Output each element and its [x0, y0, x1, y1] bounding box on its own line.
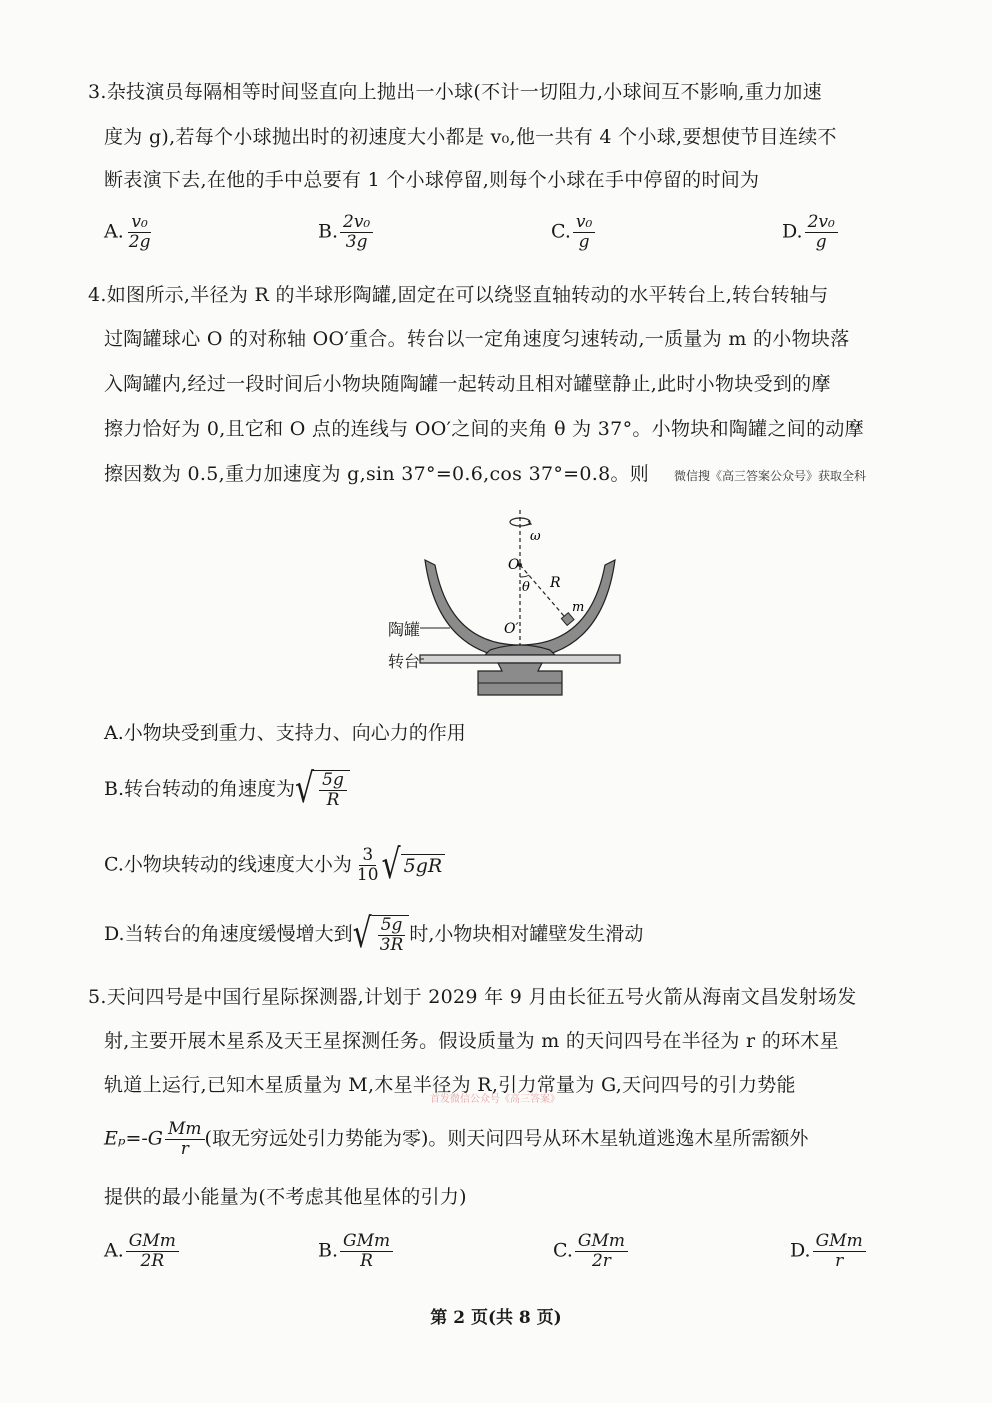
jar-label: 陶罐 [388, 620, 421, 639]
page-footer: 第 2 页(共 8 页) [430, 1308, 562, 1328]
q4-line-3: 入陶罐内,经过一段时间后小物块随陶罐一起转动且相对罐壁静止,此时小物块受到的摩 [104, 373, 831, 395]
q5-option-b[interactable]: B. $\frac{\text{GMm}}{R}$ [318, 1232, 393, 1271]
q5-option-d[interactable]: D. $\frac{\text{GMm}}{r}$ [790, 1232, 866, 1271]
q3-option-b[interactable]: B. $\frac{\text{2v₀}}{3g}$ [318, 213, 373, 252]
q4-line-2: 过陶罐球心 O 的对称轴 OO′重合。转台以一定角速度匀速转动,一质量为 m 的小物块落 [104, 328, 850, 350]
q4-option-d[interactable]: D.当转台的角速度缓慢增大到 √ $\frac{5g}{3R}$ 时,小物块相对罐壁发生滑动 [104, 910, 644, 958]
jar-turntable-figure [380, 505, 640, 705]
theta-label: θ [522, 580, 530, 595]
q4-line-5: 擦因数为 0.5,重力加速度为 g,sin 37°=0.6,cos 37°=0.8。则 [104, 463, 650, 485]
q5-line-3: 轨道上运行,已知木星质量为 M,木星半径为 R,引力常量为 G,天问四号的引力势能 [104, 1074, 796, 1096]
q5-line-1: 5.天问四号是中国行星际探测器,计划于 2029 年 9 月由长征五号火箭从海南文昌发射场发 [88, 986, 857, 1008]
q5-line-2: 射,主要开展木星系及天王星探测任务。假设质量为 m 的天问四号在半径为 r 的环木星 [104, 1030, 839, 1052]
q5-line-5: 提供的最小能量为(不考虑其他星体的引力) [104, 1186, 467, 1208]
q3-line-2: 度为 g),若每个小球抛出时的初速度大小都是 v₀,他一共有 4 个小球,要想使节目连续不 [104, 126, 837, 148]
q3-option-c[interactable]: C. $\frac{\text{v₀}}{g}$ [551, 213, 595, 252]
q5-energy-formula: Eₚ=-G $\frac{Mm}{r}$ (取无穷远处引力势能为零)。则天问四号从环木星轨道逃逸木星所需额外 [104, 1119, 809, 1159]
omega-label: ω [530, 529, 541, 544]
q3-option-d[interactable]: D. $\frac{\text{2v₀}}{g}$ [782, 213, 838, 252]
watermark-text: 微信搜《高三答案公众号》获取全科 [674, 469, 867, 483]
q5-option-a[interactable]: A. $\frac{\text{GMm}}{2R}$ [104, 1232, 179, 1271]
q5-option-c[interactable]: C. $\frac{\text{GMm}}{2r}$ [553, 1232, 628, 1271]
o-prime-label: O′ [504, 621, 519, 637]
o-label: O [508, 557, 520, 573]
turntable-stand [478, 663, 562, 695]
q4-option-a[interactable]: A.小物块受到重力、支持力、向心力的作用 [104, 722, 466, 744]
red-watermark: 首发微信公众号《高三答案》 [430, 1094, 560, 1105]
m-label: m [572, 600, 585, 615]
q4-line-4: 擦力恰好为 0,且它和 O 点的连线与 OO′之间的夹角 θ 为 37°。小物块和陶罐之间的动摩 [104, 418, 864, 440]
q3-option-a[interactable]: A. $\frac{\text{v₀}}{2g}$ [104, 212, 151, 252]
r-label: R [550, 575, 561, 591]
q3-line-1: 3.杂技演员每隔相等时间竖直向上抛出一小球(不计一切阻力,小球间互不影响,重力加速 [88, 81, 822, 103]
q4-option-b[interactable]: B.转台转动的角速度为 √ $\frac{5g}{R}$ [104, 770, 350, 810]
q4-option-c[interactable]: C.小物块转动的线速度大小为 $\frac{3}{10}$ √ 5gR [104, 846, 445, 885]
turntable-label: 转台 [388, 652, 421, 671]
turntable-plate [420, 655, 620, 663]
q3-line-3: 断表演下去,在他的手中总要有 1 个小球停留,则每个小球在手中停留的时间为 [104, 169, 760, 191]
q4-line-1: 4.如图所示,半径为 R 的半球形陶罐,固定在可以绕竖直轴转动的水平转台上,转台转轴与 [88, 284, 829, 306]
